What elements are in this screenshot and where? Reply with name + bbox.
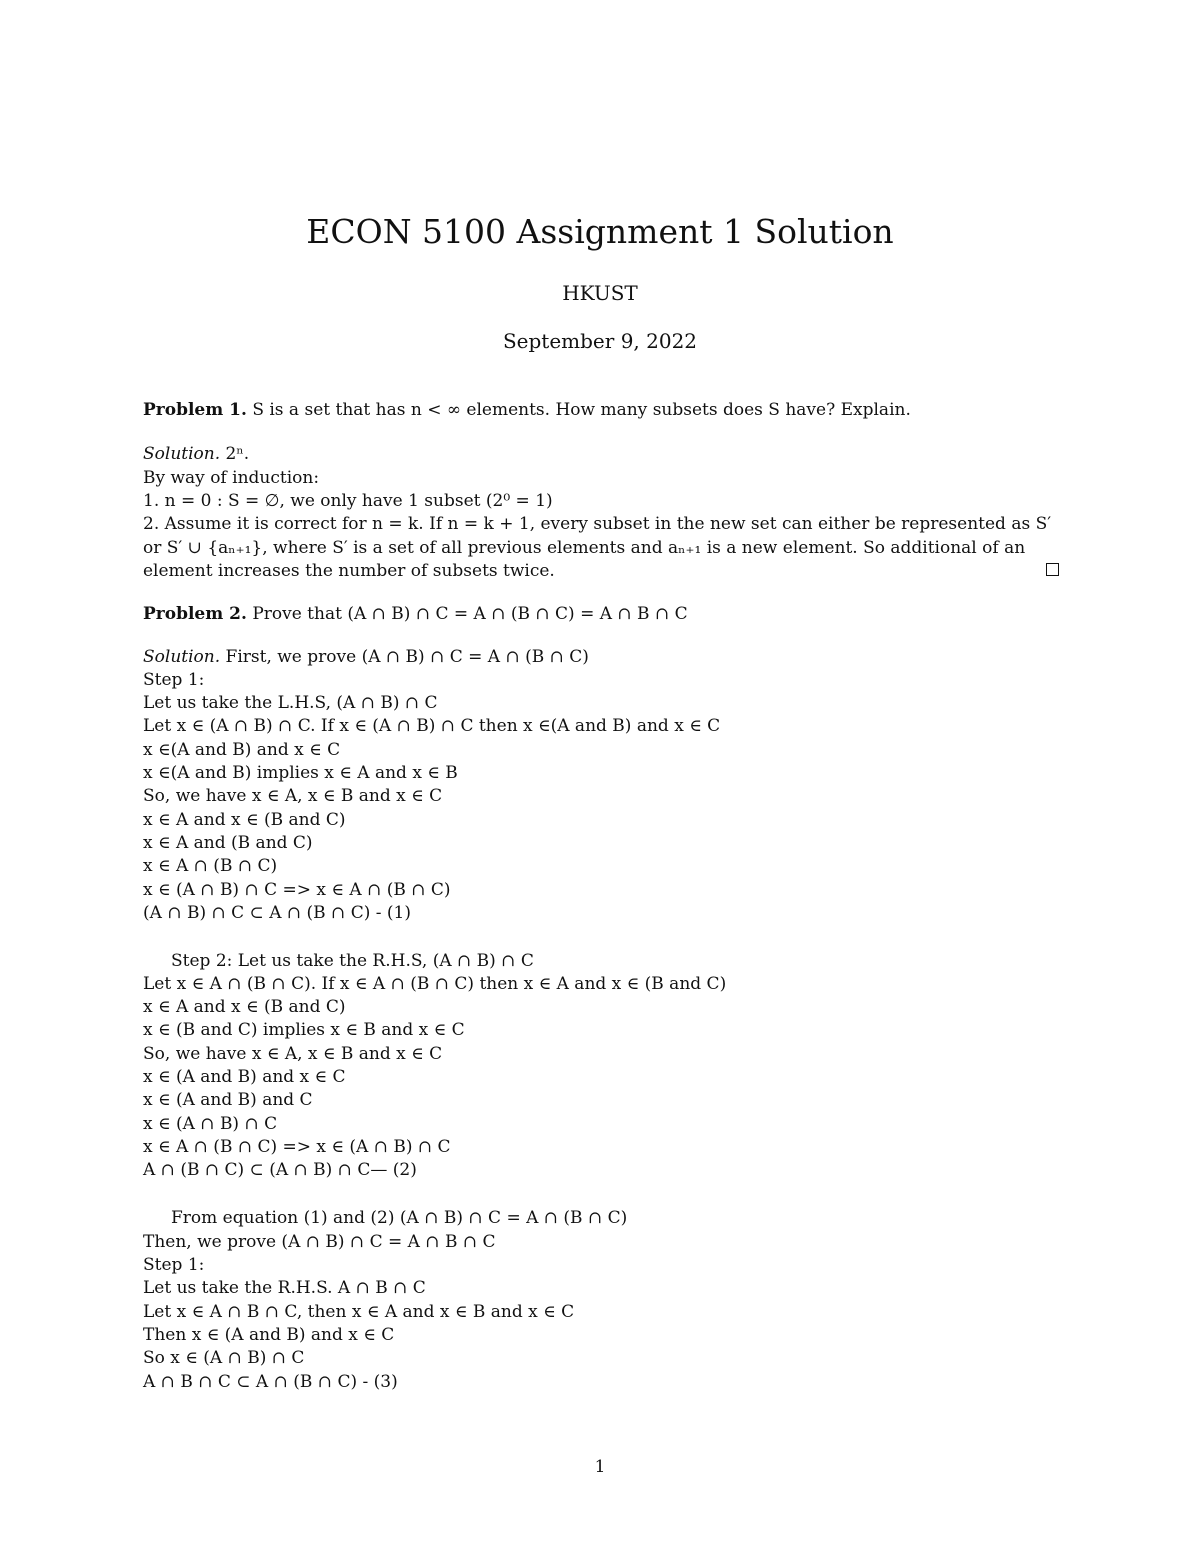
proof-line: Step 1:: [143, 1255, 205, 1275]
step-2-heading: Step 2: Let us take the R.H.S, (A ∩ B) ∩ C: [171, 951, 534, 971]
proof-line: So x ∈ (A ∩ B) ∩ C: [143, 1348, 305, 1368]
proof-line: x ∈ (A ∩ B) ∩ C: [143, 1114, 278, 1134]
problem-2-statement: [143, 602, 1059, 626]
problem-2-solution-intro: [143, 645, 1059, 669]
proof-line: By way of induction:: [143, 468, 320, 488]
proof-line: x ∈ A and x ∈ (B and C): [143, 810, 346, 830]
proof-line: x ∈ A and x ∈ (B and C): [143, 997, 346, 1017]
proof-line: x ∈(A and B) implies x ∈ A and x ∈ B: [143, 763, 458, 783]
proof-line: x ∈ A ∩ (B ∩ C) => x ∈ (A ∩ B) ∩ C: [143, 1137, 451, 1157]
problem-2-text: Prove that (A ∩ B) ∩ C = A ∩ (B ∩ C) = A ∩ B ∩ C: [252, 604, 688, 624]
proof-line: x ∈ (B and C) implies x ∈ B and x ∈ C: [143, 1020, 465, 1040]
proof-line: 2. Assume it is correct for n = k. If n = k + 1, every subset in the new set can either be represented as S′: [143, 514, 1052, 534]
document-date: September 9, 2022: [502, 329, 698, 353]
document-title: ECON 5100 Assignment 1 Solution: [306, 212, 894, 251]
solution-first-line: First, we prove (A ∩ B) ∩ C = A ∩ (B ∩ C): [225, 647, 589, 667]
document-author: HKUST: [562, 281, 638, 305]
proof-line: Let x ∈ A ∩ (B ∩ C). If x ∈ A ∩ (B ∩ C) then x ∈ A and x ∈ (B and C): [143, 974, 727, 994]
proof-line: Then, we prove (A ∩ B) ∩ C = A ∩ B ∩ C: [143, 1232, 496, 1252]
proof-line: (A ∩ B) ∩ C ⊂ A ∩ (B ∩ C) - (1): [143, 903, 411, 923]
proof-line: x ∈ (A and B) and x ∈ C: [143, 1067, 346, 1087]
conclusion-heading: From equation (1) and (2) (A ∩ B) ∩ C = A ∩ (B ∩ C): [171, 1208, 628, 1228]
solution-answer: 2ⁿ.: [225, 444, 250, 464]
proof-line: 1. n = 0 : S = ∅, we only have 1 subset (2⁰ = 1): [143, 491, 553, 511]
proof-line: or S′ ∪ {aₙ₊₁}, where S′ is a set of all previous elements and aₙ₊₁ is a new element. So additional of an: [143, 538, 1026, 558]
proof-line: So, we have x ∈ A, x ∈ B and x ∈ C: [143, 1044, 443, 1064]
qed-box-icon: [1046, 563, 1059, 576]
proof-line: Step 1:: [143, 670, 205, 690]
proof-line: Let us take the R.H.S. A ∩ B ∩ C: [143, 1278, 426, 1298]
problem-1-solution-answer: [143, 442, 1059, 466]
proof-line: x ∈ A and (B and C): [143, 833, 313, 853]
problem-2-label: Problem 2.: [143, 604, 247, 624]
solution-label: Solution.: [143, 647, 221, 667]
proof-line: So, we have x ∈ A, x ∈ B and x ∈ C: [143, 786, 443, 806]
problem-1-statement: [143, 398, 1059, 422]
proof-line-text: element increases the number of subsets twice.: [143, 561, 555, 581]
proof-line: Then x ∈ (A and B) and x ∈ C: [143, 1325, 395, 1345]
proof-line: x ∈ A ∩ (B ∩ C): [143, 856, 278, 876]
proof-line: x ∈ (A ∩ B) ∩ C => x ∈ A ∩ (B ∩ C): [143, 880, 451, 900]
proof-line: Let x ∈ (A ∩ B) ∩ C. If x ∈ (A ∩ B) ∩ C then x ∈(A and B) and x ∈ C: [143, 716, 721, 736]
page-number: 1: [594, 1457, 606, 1477]
proof-line: x ∈(A and B) and x ∈ C: [143, 740, 341, 760]
problem-1-text: S is a set that has n < ∞ elements. How many subsets does S have? Explain.: [252, 400, 911, 420]
proof-line: A ∩ (B ∩ C) ⊂ (A ∩ B) ∩ C— (2): [143, 1160, 417, 1180]
proof-line: Let x ∈ A ∩ B ∩ C, then x ∈ A and x ∈ B and x ∈ C: [143, 1302, 575, 1322]
solution-label: Solution.: [143, 444, 221, 464]
proof-line: Let us take the L.H.S, (A ∩ B) ∩ C: [143, 693, 438, 713]
proof-line-end: [143, 559, 1059, 583]
problem-1-label: Problem 1.: [143, 400, 247, 420]
proof-line: x ∈ (A and B) and C: [143, 1090, 313, 1110]
proof-line: A ∩ B ∩ C ⊂ A ∩ (B ∩ C) - (3): [143, 1372, 398, 1392]
